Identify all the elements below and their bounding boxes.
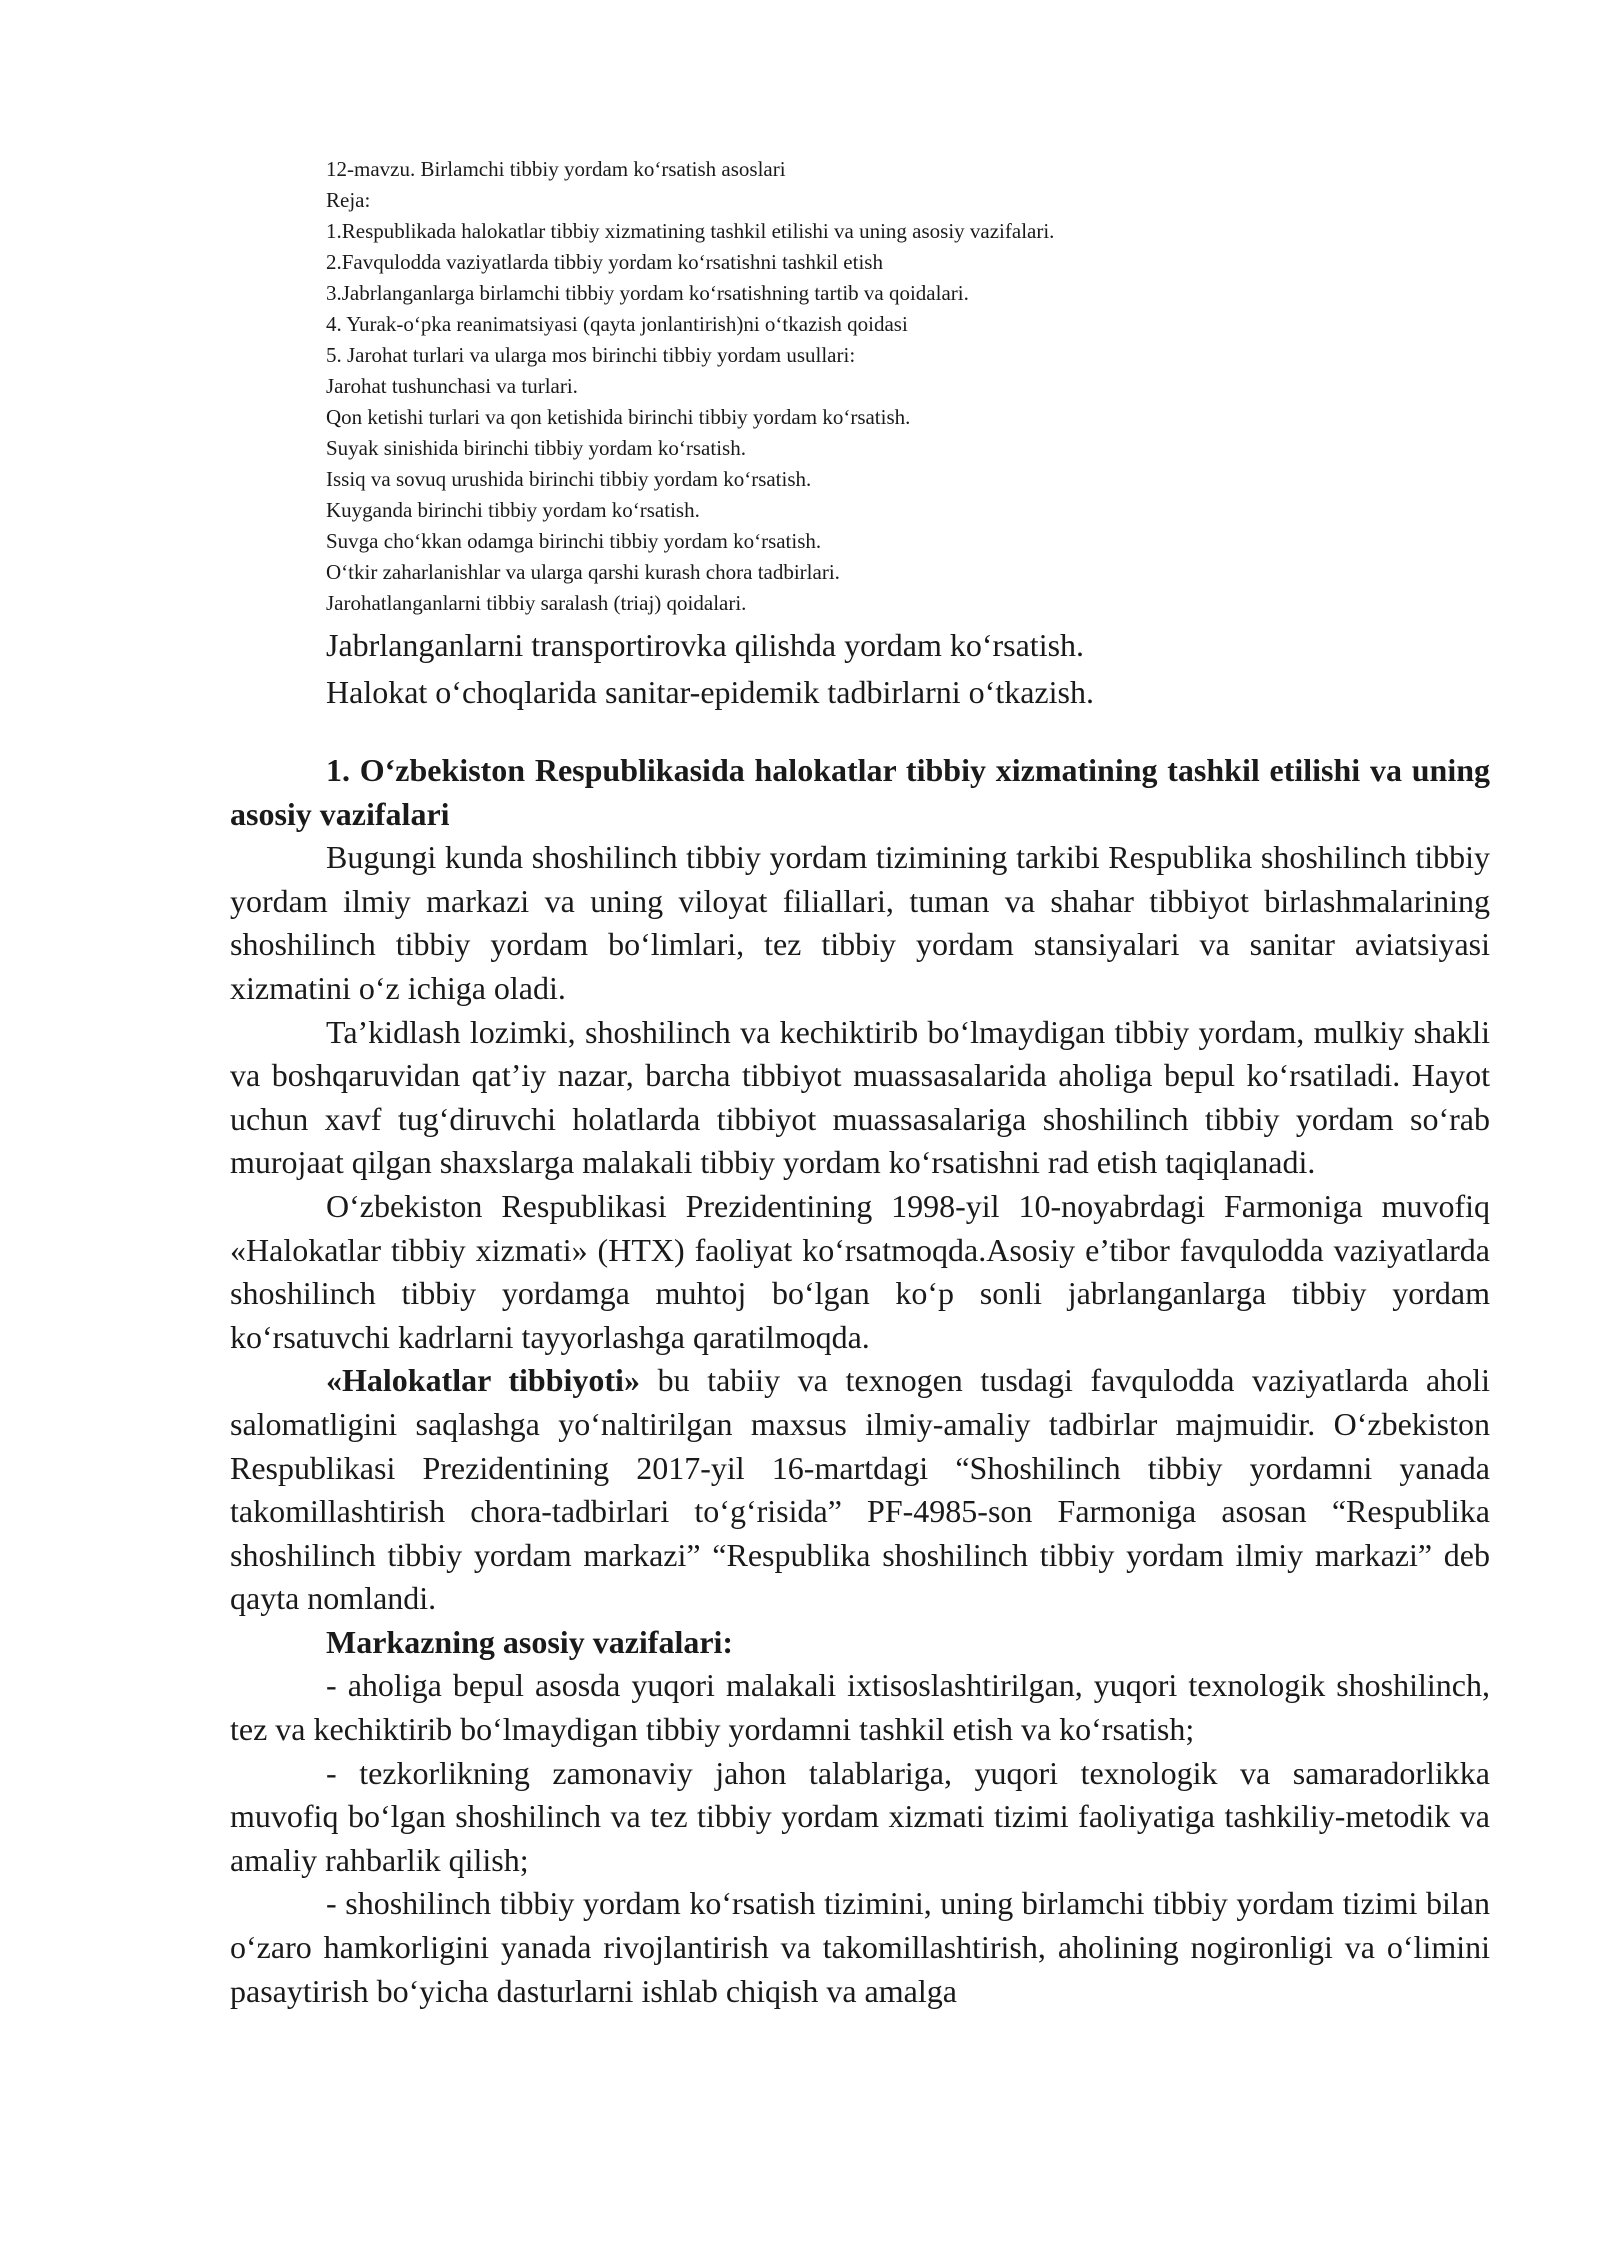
task-item: - tezkorlikning zamonaviy jahon talablariga, yuqori texnologik va samaradorlikka muvofiq boʻlgan shoshilinch va tez tibbiy yordam xizmati tizimi faoliyatiga tashkiliy-metodik va amaliy rahbarlik qilish;	[230, 1754, 1490, 1878]
plan-item: 4. Yurak-oʻpka reanimatsiyasi (qayta jonlantirish)ni oʻtkazish qoidasi	[326, 312, 908, 336]
section-body	[230, 749, 1490, 2013]
plan-item: Issiq va sovuq urushida birinchi tibbiy yordam koʻrsatish.	[326, 467, 812, 491]
plan-item: Qon ketishi turlari va qon ketishida birinchi tibbiy yordam koʻrsatish.	[326, 405, 911, 429]
task-item: - aholiga bepul asosda yuqori malakali ixtisoslashtirilgan, yuqori texnologik shoshilinch, tez va kechiktirib boʻlmaydigan tibbiy yordamni tashkil etish va koʻrsatish;	[230, 1667, 1490, 1748]
paragraph	[230, 1359, 1490, 1621]
section-heading: 1. Oʻzbekiston Respublikasida halokatlar tibbiy xizmatining tashkil etilishi va uning asosiy vazifalari	[230, 752, 1490, 832]
paragraph: Bugungi kunda shoshilinch tibbiy yordam tizimining tarkibi Respublika shoshilinch tibbiy yordam ilmiy markazi va uning viloyat filiallari, tuman va shahar tibbiyot birlashmalarining shoshilinch tibbiy yordam boʻlimlari, tez tibbiy yordam stansiyalari va sanitar aviatsiyasi xizmatini oʻz ichiga oladi.	[230, 839, 1490, 1006]
term-bold: «Halokatlar tibbiyoti»	[326, 1362, 640, 1399]
plan-item: Suyak sinishida birinchi tibbiy yordam koʻrsatish.	[326, 436, 746, 460]
lesson-plan-continued	[326, 622, 1326, 716]
plan-item: Jarohat tushunchasi va turlari.	[326, 374, 578, 398]
plan-item: Jabrlanganlarni transportirovka qilishda yordam koʻrsatish.	[326, 627, 1085, 663]
lesson-plan	[326, 154, 1326, 619]
paragraph: Oʻzbekiston Respublikasi Prezidentining 1998-yil 10-noyabrdagi Farmoniga muvofiq «Halokatlar tibbiy xizmati» (HTX) faoliyat koʻrsatmoqda.Asosiy e’tibor favqulodda vaziyatlarda shoshilinch tibbiy yordamga muhtoj boʻlgan koʻp sonli jabrlanganlarga tibbiy yordam koʻrsatuvchi kadrlarni tayyorlashga qaratilmoqda.	[230, 1187, 1490, 1355]
plan-item: 5. Jarohat turlari va ularga mos birinchi tibbiy yordam usullari:	[326, 343, 856, 367]
plan-item: 2.Favqulodda vaziyatlarda tibbiy yordam koʻrsatishni tashkil etish	[326, 250, 883, 274]
plan-item: Jarohatlanganlarni tibbiy saralash (triaj) qoidalari.	[326, 591, 747, 615]
plan-item: 1.Respublikada halokatlar tibbiy xizmatining tashkil etilishi va uning asosiy vazifalari.	[326, 219, 1055, 243]
tasks-subheading: Markazning asosiy vazifalari:	[326, 1623, 734, 1660]
paragraph: Ta’kidlash lozimki, shoshilinch va kechiktirib boʻlmaydigan tibbiy yordam, mulkiy shakli va boshqaruvidan qat’iy nazar, barcha tibbiyot muassasalarida aholiga bepul koʻrsatiladi. Hayot uchun xavf tugʻdiruvchi holatlarda tibbiyot muassasalariga shoshilinch tibbiy yordam soʻrab murojaat qilgan shaxslarga malakali tibbiy yordam koʻrsatishni rad etish taqiqlanadi.	[230, 1013, 1490, 1181]
plan-item: Halokat oʻchoqlarida sanitar-epidemik tadbirlarni oʻtkazish.	[326, 674, 1094, 710]
plan-item: 3.Jabrlanganlarga birlamchi tibbiy yordam koʻrsatishning tartib va qoidalari.	[326, 281, 969, 305]
task-item: - shoshilinch tibbiy yordam koʻrsatish tizimini, uning birlamchi tibbiy yordam tizimi bilan oʻzaro hamkorligini yanada rivojlantirish va takomillashtirish, aholining nogironligi va oʻlimini pasaytirish boʻyicha dasturlarni ishlab chiqish va amalga	[230, 1885, 1490, 2009]
plan-item: Suvga choʻkkan odamga birinchi tibbiy yordam koʻrsatish.	[326, 529, 822, 553]
plan-label: Reja:	[326, 188, 371, 212]
topic-title: 12-mavzu. Birlamchi tibbiy yordam koʻrsatish asoslari	[326, 157, 786, 181]
plan-item: Kuyganda birinchi tibbiy yordam koʻrsatish.	[326, 498, 700, 522]
paragraph-text: bu tabiiy va texnogen tusdagi favqulodda vaziyatlarda aholi salomatligini saqlashga yoʻnaltirilgan maxsus ilmiy-amaliy tadbirlar majmuidir. Oʻzbekiston Respublikasi Prezidentining 2017-yil 16-martdagi “Shoshilinch tibbiy yordamni yanada takomillashtirish chora-tadbirlari toʻgʻrisida” PF-4985-son Farmoniga asosan “Respublika shoshilinch tibbiy yordam markazi” “Respublika shoshilinch tibbiy yordam ilmiy markazi” deb qayta nomlandi.	[230, 1362, 1491, 1617]
plan-item: Oʻtkir zaharlanishlar va ularga qarshi kurash chora tadbirlari.	[326, 560, 840, 584]
